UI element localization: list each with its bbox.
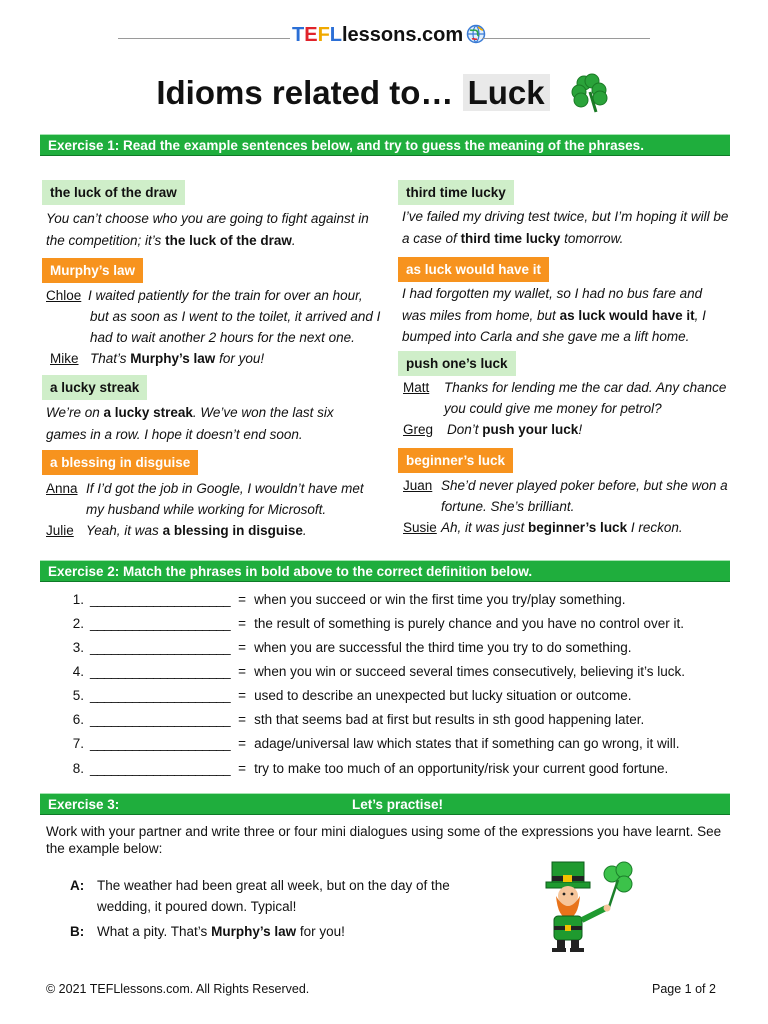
footer-copyright: © 2021 TEFLlessons.com. All Rights Reserved.	[46, 982, 310, 996]
exercise1-heading: Exercise 1: Read the example sentences below, and try to guess the meaning of the phrases.	[40, 134, 730, 156]
logo-row	[0, 22, 768, 54]
exercise3-instructions: Work with your partner and write three or four mini dialogues using some of the expressions you have learnt. See the example below:	[46, 824, 722, 856]
title-main: Idioms related to…	[156, 74, 454, 111]
speaker-name: Juan	[403, 478, 433, 493]
dialogue-line	[46, 478, 381, 520]
match-row: 5. ____________________ = used to describe an unexpected but lucky situation or outcome.	[64, 684, 744, 708]
idiom-label: a blessing in disguise	[42, 450, 198, 475]
dialogue-line	[403, 377, 733, 419]
match-row: 7. ____________________ = adage/universal law which states that if something can go wrong, it will.	[64, 732, 744, 756]
site-logo: TEFLlessons.com	[292, 24, 480, 52]
title-highlight: Luck	[463, 74, 550, 111]
dialogue-line: Mike That’s Murphy’s law for you!	[50, 348, 385, 369]
example-sentence: I’ve failed my driving test twice, but I’m hoping it will be a case of third time lucky tomorrow.	[402, 209, 729, 246]
dialogue-line: Susie Ah, it was just beginner’s luck I reckon.	[403, 517, 733, 538]
answer-blank[interactable]: ____________________	[90, 712, 231, 727]
dialogue-line: Julie Yeah, it was a blessing in disguise.	[46, 520, 381, 541]
shamrock-icon	[568, 70, 612, 114]
speaker-name: Mike	[50, 351, 79, 366]
dialogue-text: She’d never played poker before, but she won a fortune. She’s brilliant.	[441, 478, 728, 514]
speaker-name: Anna	[46, 481, 78, 496]
page-title	[0, 70, 768, 114]
idiom-label: the luck of the draw	[42, 180, 185, 205]
dialogue-line	[46, 285, 381, 348]
match-row: 4. ____________________ = when you win or succeed several times consecutively, believing it’s luck.	[64, 660, 744, 684]
idiom-label: as luck would have it	[398, 257, 549, 282]
example-sentence: I had forgotten my wallet, so I had no bus fare and was miles from home, but as luck would have it, I bumped into Carla and she gave me a lift home.	[402, 286, 706, 344]
example-sentence: You can’t choose who you are going to fight against in the competition; it’s the luck of the draw.	[46, 211, 369, 248]
globe-icon	[466, 24, 486, 44]
example-sentence: We’re on a lucky streak. We’ve won the last six games in a row. I hope it doesn’t end soon.	[46, 405, 334, 442]
dialogue-text: I waited patiently for the train for over an hour, but as soon as I went to the toilet, it arrived and I had to wait another 2 hours for the next one.	[88, 288, 381, 345]
speaker-name: Chloe	[46, 288, 82, 303]
idiom-label: beginner’s luck	[398, 448, 513, 473]
answer-blank[interactable]: ____________________	[90, 592, 231, 607]
answer-blank[interactable]: ____________________	[90, 736, 231, 751]
exercise3-heading: Exercise 3: Let’s practise!	[40, 793, 730, 815]
idiom-label: push one’s luck	[398, 351, 516, 376]
speaker-name: Matt	[403, 380, 430, 395]
exercise2-heading: Exercise 2: Match the phrases in bold above to the correct definition below.	[40, 560, 730, 582]
idiom-label: Murphy’s law	[42, 258, 143, 283]
speaker-name: Greg	[403, 422, 434, 437]
answer-blank[interactable]: ____________________	[90, 664, 231, 679]
match-row: 6. ____________________ = sth that seems bad at first but results in sth good happening later.	[64, 708, 744, 732]
speaker-name: Susie	[403, 520, 437, 535]
match-row: 3. ____________________ = when you are successful the third time you try to do something.	[64, 636, 744, 660]
idiom-label: a lucky streak	[42, 375, 147, 400]
match-row: 8. ____________________ = try to make too much of an opportunity/risk your current good fortune.	[64, 757, 744, 781]
divider-line	[482, 38, 650, 39]
dialogue-text: If I’d got the job in Google, I wouldn’t have met my husband while working for Microsoft.	[86, 481, 364, 517]
speaker-name: Julie	[46, 523, 74, 538]
answer-blank[interactable]: ____________________	[90, 640, 231, 655]
idiom-label: third time lucky	[398, 180, 514, 205]
footer-page-number: Page 1 of 2	[652, 982, 716, 996]
match-row: 2. ____________________ = the result of something is purely chance and you have no control over it.	[64, 612, 744, 636]
dialogue-text: Thanks for lending me the car dad. Any chance you could give me money for petrol?	[444, 380, 727, 416]
answer-blank[interactable]: ____________________	[90, 616, 231, 631]
leprechaun-illustration	[540, 858, 640, 954]
answer-blank[interactable]: ____________________	[90, 688, 231, 703]
answer-blank[interactable]: ____________________	[90, 761, 231, 776]
dialogue-line: Greg Don’t push your luck!	[403, 419, 733, 440]
dialogue-line	[403, 475, 733, 517]
match-row: 1. ____________________ = when you succeed or win the first time you try/play something.	[64, 588, 744, 612]
divider-line	[118, 38, 290, 39]
